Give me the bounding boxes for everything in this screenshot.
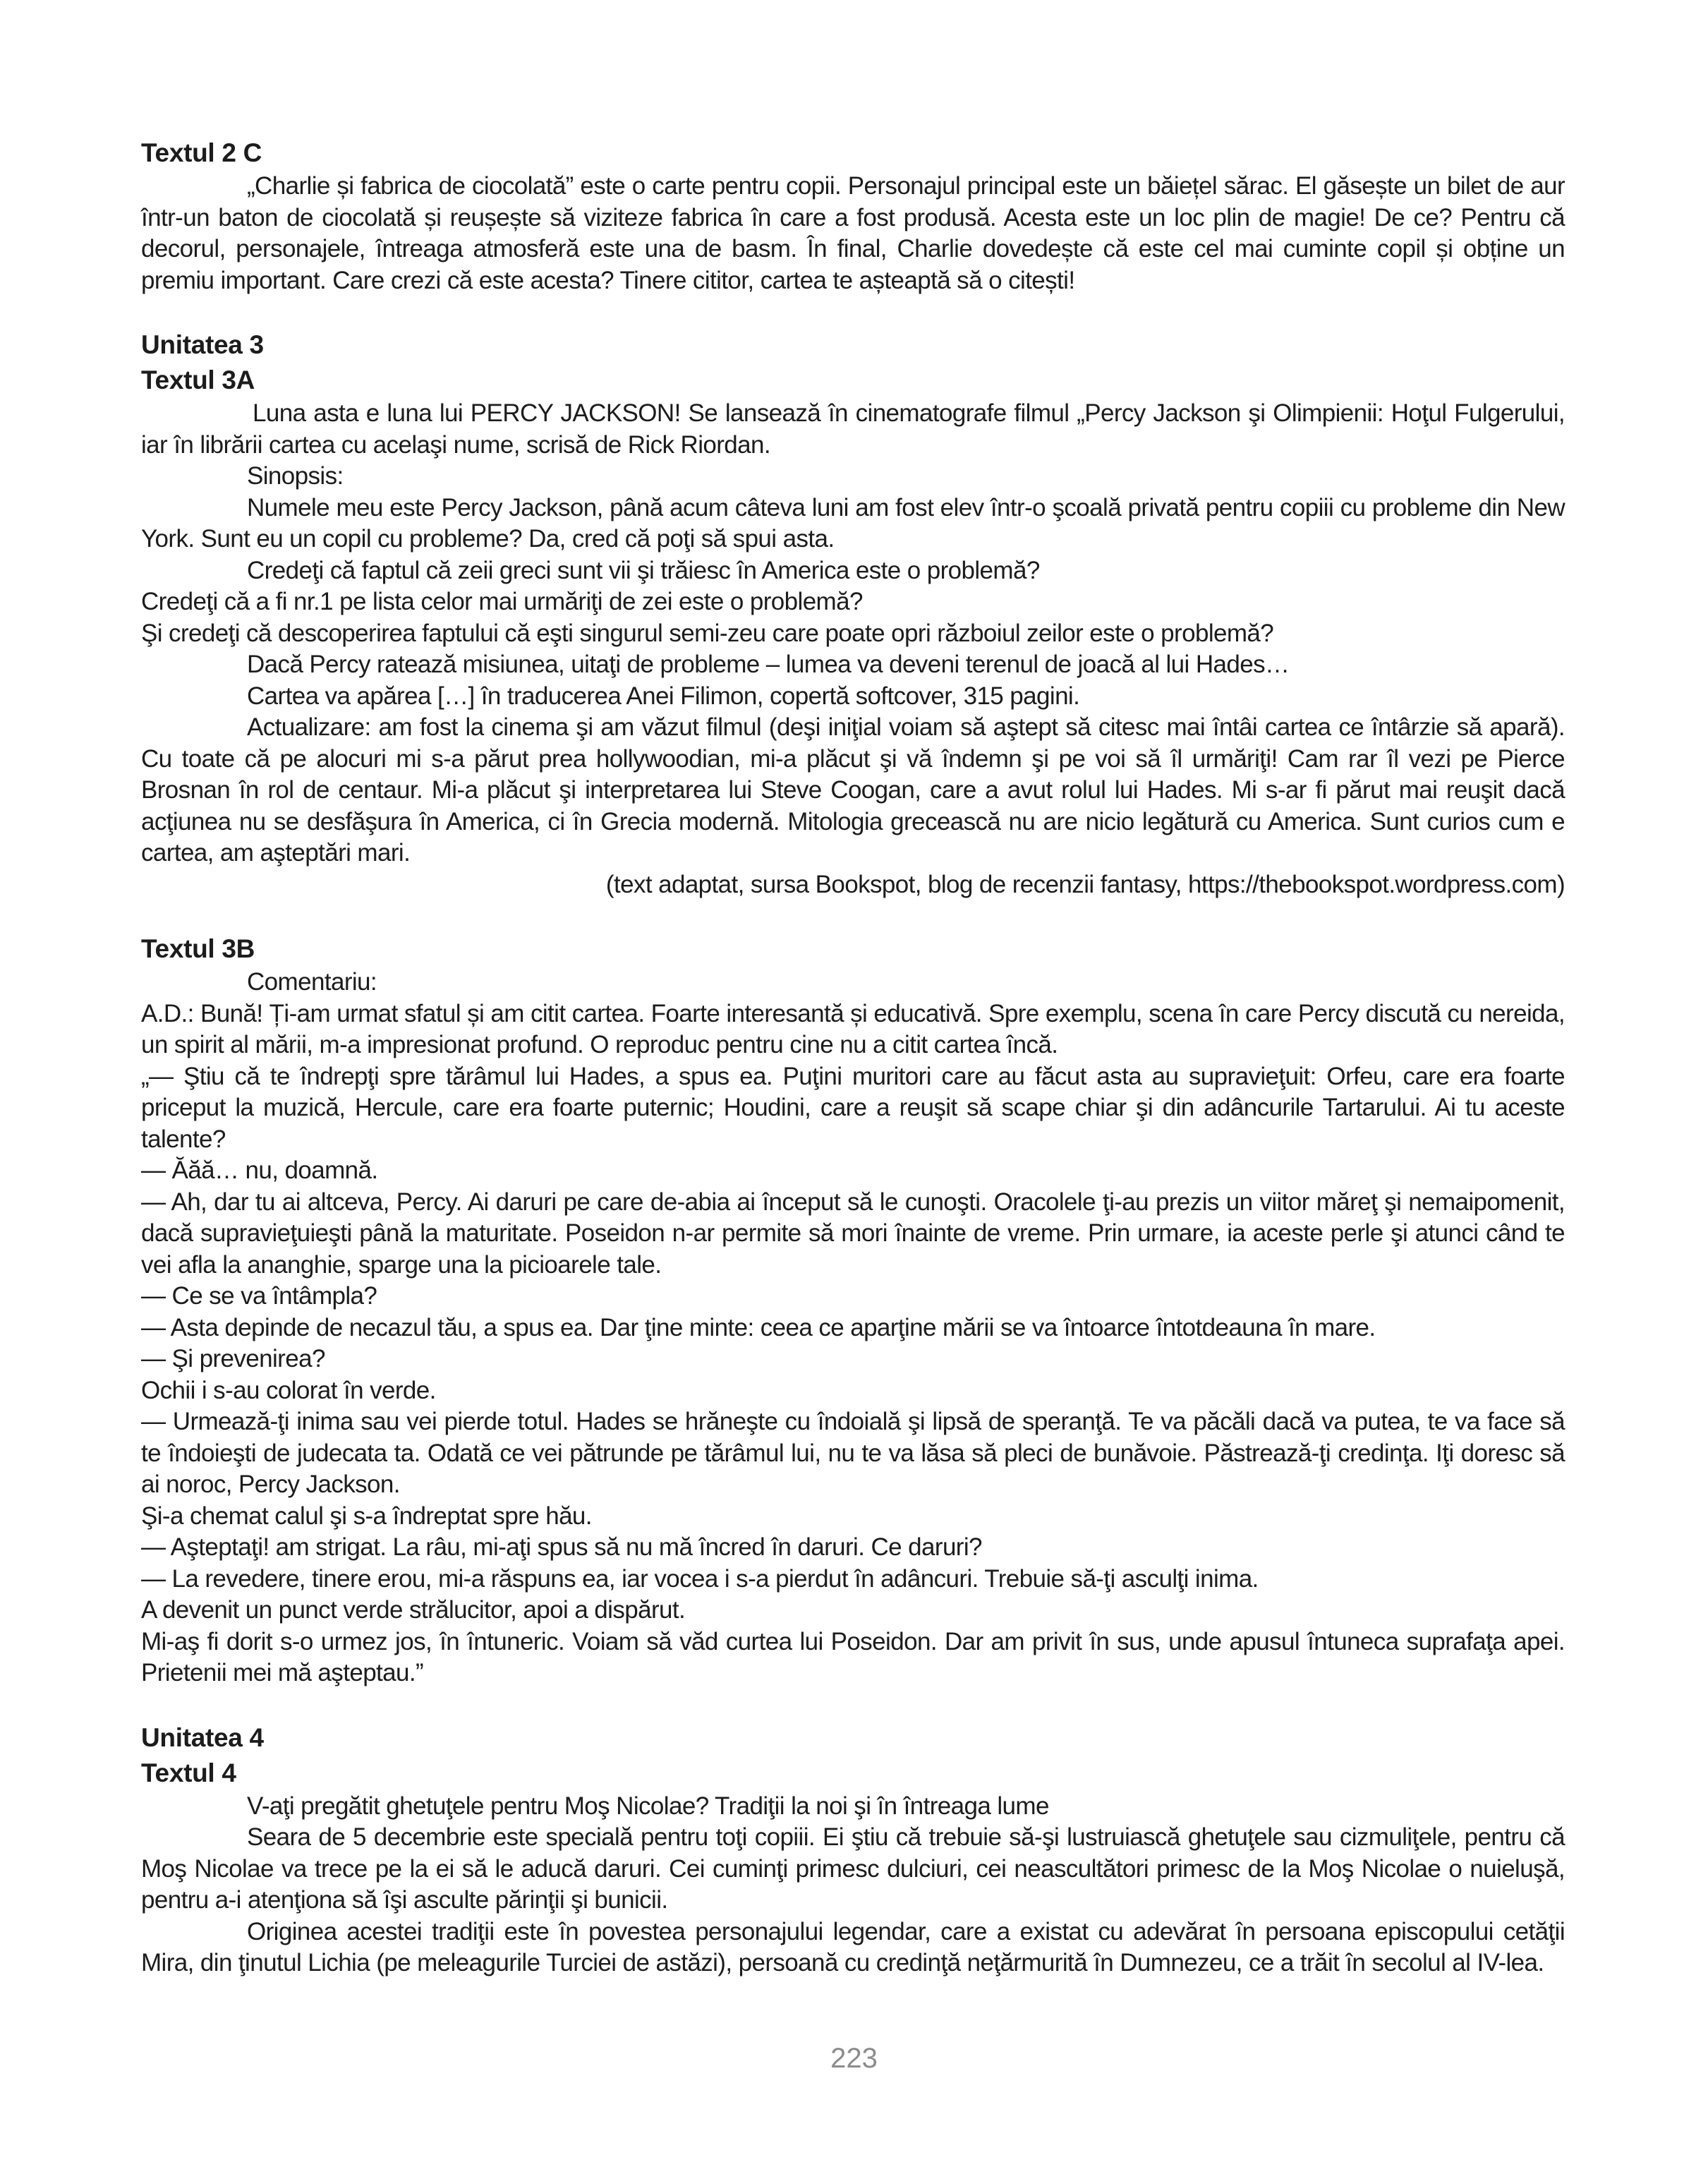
section-title-textul-2c: Textul 2 C bbox=[141, 138, 262, 167]
paragraph: V-aţi pregătit ghetuţele pentru Moş Nicolae? Tradiţii la noi şi în întreaga lume bbox=[247, 1792, 1049, 1820]
paragraph: Originea acestei tradiţii este în povestea personajului legendar, care a existat cu adevărat în persoana episcopului cetăţii Mira, din ţinutul Lichia (pe meleagurile Turciei de astăzi), persoană cu credinţă neţărmurită în Dumnezeu, ce a trăit în secolul al IV-lea. bbox=[141, 1917, 1565, 1976]
document-page bbox=[141, 135, 1565, 1979]
section-title-textul-4: Textul 4 bbox=[141, 1758, 236, 1787]
paragraph: Mi-aş fi dorit s-o urmez jos, în întuneric. Voiam să văd curtea lui Poseidon. Dar am privit în sus, unde apusul întuneca suprafaţa apei. Prietenii mei mă aşteptau.” bbox=[141, 1627, 1565, 1686]
paragraph: Şi credeţi că descoperirea faptului că eşti singurul semi-zeu care poate opri războiul zeilor este o problemă? bbox=[141, 619, 1274, 647]
unit-title-3: Unitatea 3 bbox=[141, 330, 264, 359]
paragraph: Cartea va apărea […] în traducerea Anei Filimon, copertă softcover, 315 pagini. bbox=[247, 682, 1080, 710]
section-title-textul-3b: Textul 3B bbox=[141, 934, 255, 963]
paragraph: Ochii i s-au colorat în verde. bbox=[141, 1376, 436, 1404]
paragraph: — Ah, dar tu ai altceva, Percy. Ai daruri pe care de-abia ai început să le cunoşti. Oracolele ţi-au prezis un viitor măreţ şi nemaipomenit, dacă supravieţuieşti până la maturitate. Poseidon n-ar permite să mori înainte de vreme. Prin urmare, ia aceste perle şi atunci când te vei afla la ananghie, sparge una la picioarele tale. bbox=[141, 1188, 1565, 1279]
paragraph: Luna asta e luna lui PERCY JACKSON! Se lansează în cinematografe filmul „Percy Jackson şi Olimpienii: Hoţul Fulgerului, iar în librării cartea cu acelaşi nume, scrisă de Rick Riordan. bbox=[141, 399, 1565, 459]
paragraph: Seara de 5 decembrie este specială pentru toţi copiii. Ei ştiu că trebuie să-şi lustruiască ghetuţele sau cizmuliţele, pentru că Moş Nicolae va trece pe la ei să le aducă daruri. Cei cuminţi primesc dulciuri, cei neascultători primesc de la Moş Nicolae o nuieluşă, pentru a-i atenţiona să îşi asculte părinţii şi bunicii. bbox=[141, 1823, 1565, 1914]
paragraph: Credeţi că a fi nr.1 pe lista celor mai urmăriţi de zei este o problemă? bbox=[141, 588, 863, 615]
section-title-textul-3a: Textul 3A bbox=[141, 366, 255, 394]
paragraph: Actualizare: am fost la cinema şi am văzut filmul (deşi iniţial voiam să aştept să citesc mai întâi cartea ce întârzie să apară). Cu toate că pe alocuri mi s-a părut prea hollywoodian, mi-a plăcut şi vă îndemn şi pe voi să îl urmăriţi! Cam rar îl vezi pe Pierce Brosnan în rol de centaur. Mi-a plăcut şi interpretarea lui Steve Coogan, care a avut rolul lui Hades. Mi s-ar fi părut mai reuşit dacă acţiunea nu se desfăşura în America, ci în Grecia modernă. Mitologia grecească nu are nicio legătură cu America. Sunt curios cum e cartea, am aşteptări mari. bbox=[141, 713, 1565, 867]
paragraph: Dacă Percy ratează misiunea, uitaţi de probleme – lumea va deveni terenul de joacă al lui Hades… bbox=[247, 651, 1290, 678]
paragraph: — Asta depinde de necazul tău, a spus ea. Dar ţine minte: ceea ce aparţine mării se va întoarce întotdeauna în mare. bbox=[141, 1313, 1376, 1341]
paragraph: — Ăăă… nu, doamnă. bbox=[141, 1157, 378, 1184]
paragraph: — Urmează-ţi inima sau vei pierde totul. Hades se hrăneşte cu îndoială şi lipsă de speranţă. Te va păcăli dacă va putea, te va face să te îndoieşti de judecata ta. Odată ce vei pătrunde pe tărâmul lui, nu te va lăsa să pleci de bunăvoie. Păstrează-ţi credinţa. Iţi doresc să ai noroc, Percy Jackson. bbox=[141, 1408, 1565, 1498]
paragraph: Comentariu: bbox=[247, 968, 377, 996]
unit-title-4: Unitatea 4 bbox=[141, 1722, 264, 1752]
paragraph: A devenit un punct verde strălucitor, apoi a dispărut. bbox=[141, 1596, 686, 1624]
paragraph: „— Ştiu că te îndrepţi spre tărâmul lui Hades, a spus ea. Puţini muritori care au făcut asta au supravieţuit: Orfeu, care era foarte priceput la muzică, Hercule, care era foarte puternic; Houdini, care a reuşit să scape chiar şi din adâncurile Tartarului. Ai tu aceste talente? bbox=[141, 1062, 1565, 1153]
paragraph: — La revedere, tinere erou, mi-a răspuns ea, iar vocea i s-a pierdut în adâncuri. Trebuie să-ţi asculţi inima. bbox=[141, 1564, 1259, 1593]
paragraph: — Ce se va întâmpla? bbox=[141, 1282, 377, 1310]
source-citation: (text adaptat, sursa Bookspot, blog de recenzii fantasy, https://thebookspot.wordpress.com) bbox=[605, 870, 1565, 898]
paragraph: — Aşteptaţi! am strigat. La râu, mi-aţi spus să nu mă încred în daruri. Ce daruri? bbox=[141, 1533, 982, 1561]
paragraph: Numele meu este Percy Jackson, până acum câteva luni am fost elev într-o şcoală privată pentru copiii cu probleme din New York. Sunt eu un copil cu probleme? Da, cred că poţi să spui asta. bbox=[141, 493, 1565, 553]
page-number: 223 bbox=[830, 2043, 878, 2074]
paragraph: Sinopsis: bbox=[247, 462, 344, 490]
paragraph: A.D.: Bună! Ți-am urmat sfatul și am citit cartea. Foarte interesantă și educativă. Spre exemplu, scena în care Percy discută cu nereida, un spirit al mării, m-a impresionat profund. O reproduc pentru cine nu a citit cartea încă. bbox=[141, 999, 1565, 1058]
paragraph: Credeţi că faptul că zeii greci sunt vii şi trăiesc în America este o problemă? bbox=[247, 556, 1040, 584]
paragraph: „Charlie și fabrica de ciocolată” este o carte pentru copii. Personajul principal este un băiețel sărac. El găsește un bilet de aur într-un baton de ciocolată și reușește să viziteze fabrica în care a fost produsă. Acesta este un loc plin de magie! De ce? Pentru că decorul, personajele, întreaga atmosferă este una de basm. În final, Charlie dovedește că este cel mai cuminte copil și obține un premiu important. Care crezi că este acesta? Tinere cititor, cartea te așteaptă să o citești! bbox=[141, 172, 1565, 294]
paragraph: — Şi prevenirea? bbox=[141, 1345, 325, 1372]
paragraph: Şi-a chemat calul şi s-a îndreptat spre hău. bbox=[141, 1502, 592, 1530]
